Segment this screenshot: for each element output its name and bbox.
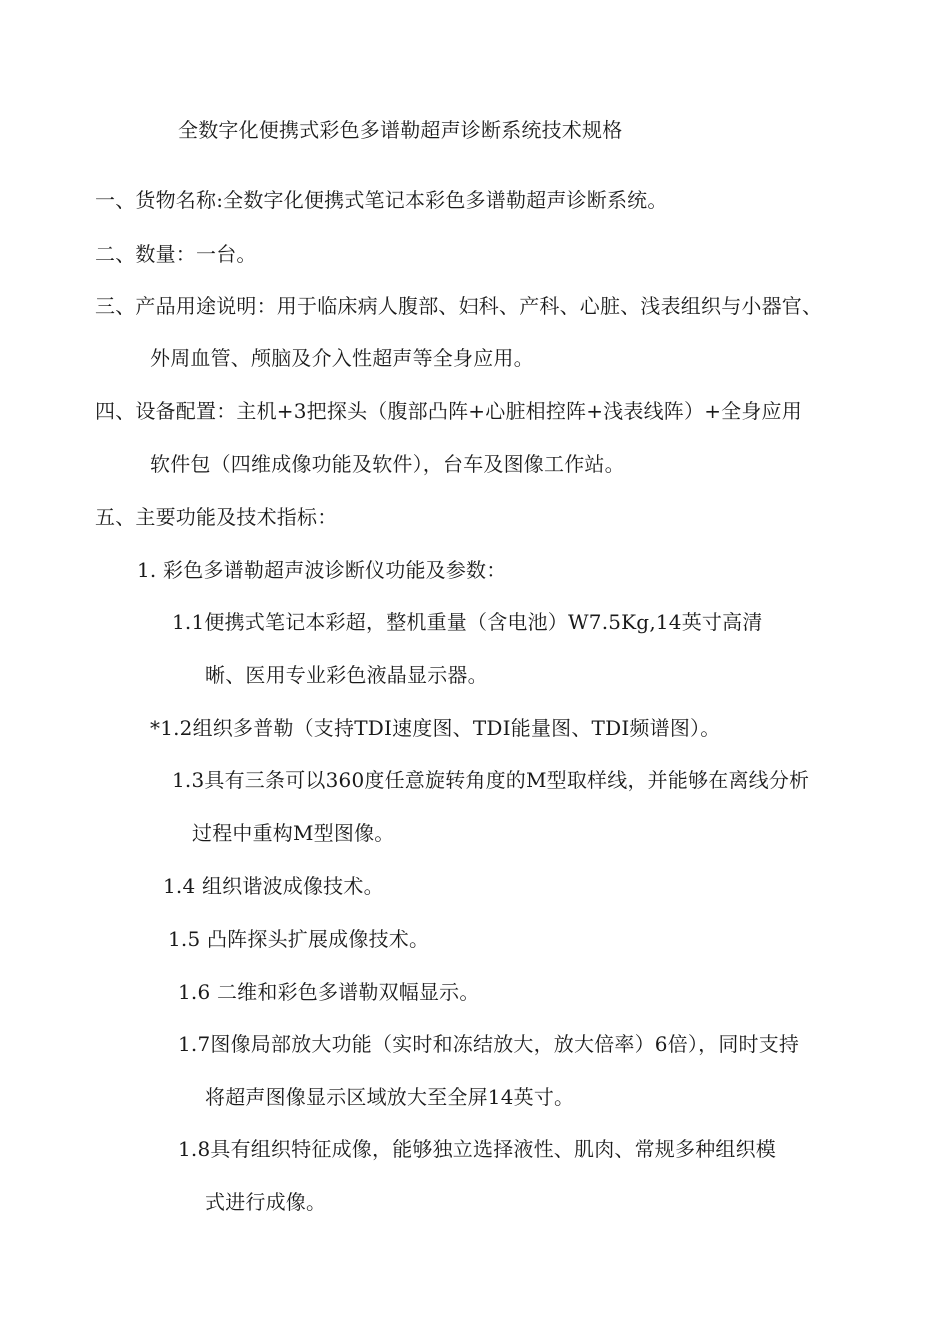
sub-item-1-1: 1.1便携式笔记本彩超，整机重量（含电池）W7.5Kg,14英寸高清 [172,610,763,634]
item-quantity: 二、数量：一台。 [95,242,257,266]
sub-item-1-7: 1.7图像局部放大功能（实时和冻结放大，放大倍率）6倍），同时支持 [178,1032,800,1056]
document-title: 全数字化便携式彩色多谱勒超声诊断系统技术规格 [178,118,623,142]
sub-item-1-3-cont: 过程中重构M型图像。 [192,821,395,845]
sub-item-1-5: 1.5 凸阵探头扩展成像技术。 [168,927,430,951]
item-usage-cont: 外周血管、颅脑及介入性超声等全身应用。 [150,346,534,370]
sub-item-1-8-cont: 式进行成像。 [205,1190,327,1214]
sub-item-1-4: 1.4 组织谐波成像技术。 [163,874,384,898]
item-config: 四、设备配置：主机+3把探头（腹部凸阵+心脏相控阵+浅表线阵）+全身应用 [95,399,802,423]
sub-item-1-3: 1.3具有三条可以360度任意旋转角度的M型取样线，并能够在离线分析 [172,768,810,792]
sub-item-1-2: *1.2组织多普勒（支持TDI速度图、TDI能量图、TDI频谱图）。 [150,716,721,740]
sub-item-1-7-cont: 将超声图像显示区域放大至全屏14英寸。 [205,1085,575,1109]
item-functions: 五、主要功能及技术指标： [95,505,338,529]
item-goods-name: 一、货物名称:全数字化便携式笔记本彩色多谱勒超声诊断系统。 [95,188,668,212]
item-usage: 三、产品用途说明：用于临床病人腹部、妇科、产科、心脏、浅表组织与小器官、 [95,294,823,318]
sub-item-1-1-cont: 晰、医用专业彩色液晶显示器。 [205,663,488,687]
sub-item-1-8: 1.8具有组织特征成像，能够独立选择液性、肌肉、常规多种组织模 [178,1137,777,1161]
item-config-cont: 软件包（四维成像功能及软件），台车及图像工作站。 [150,452,625,476]
sub-item-1: 1. 彩色多谱勒超声波诊断仪功能及参数： [137,558,507,582]
sub-item-1-6: 1.6 二维和彩色多谱勒双幅显示。 [178,980,480,1004]
